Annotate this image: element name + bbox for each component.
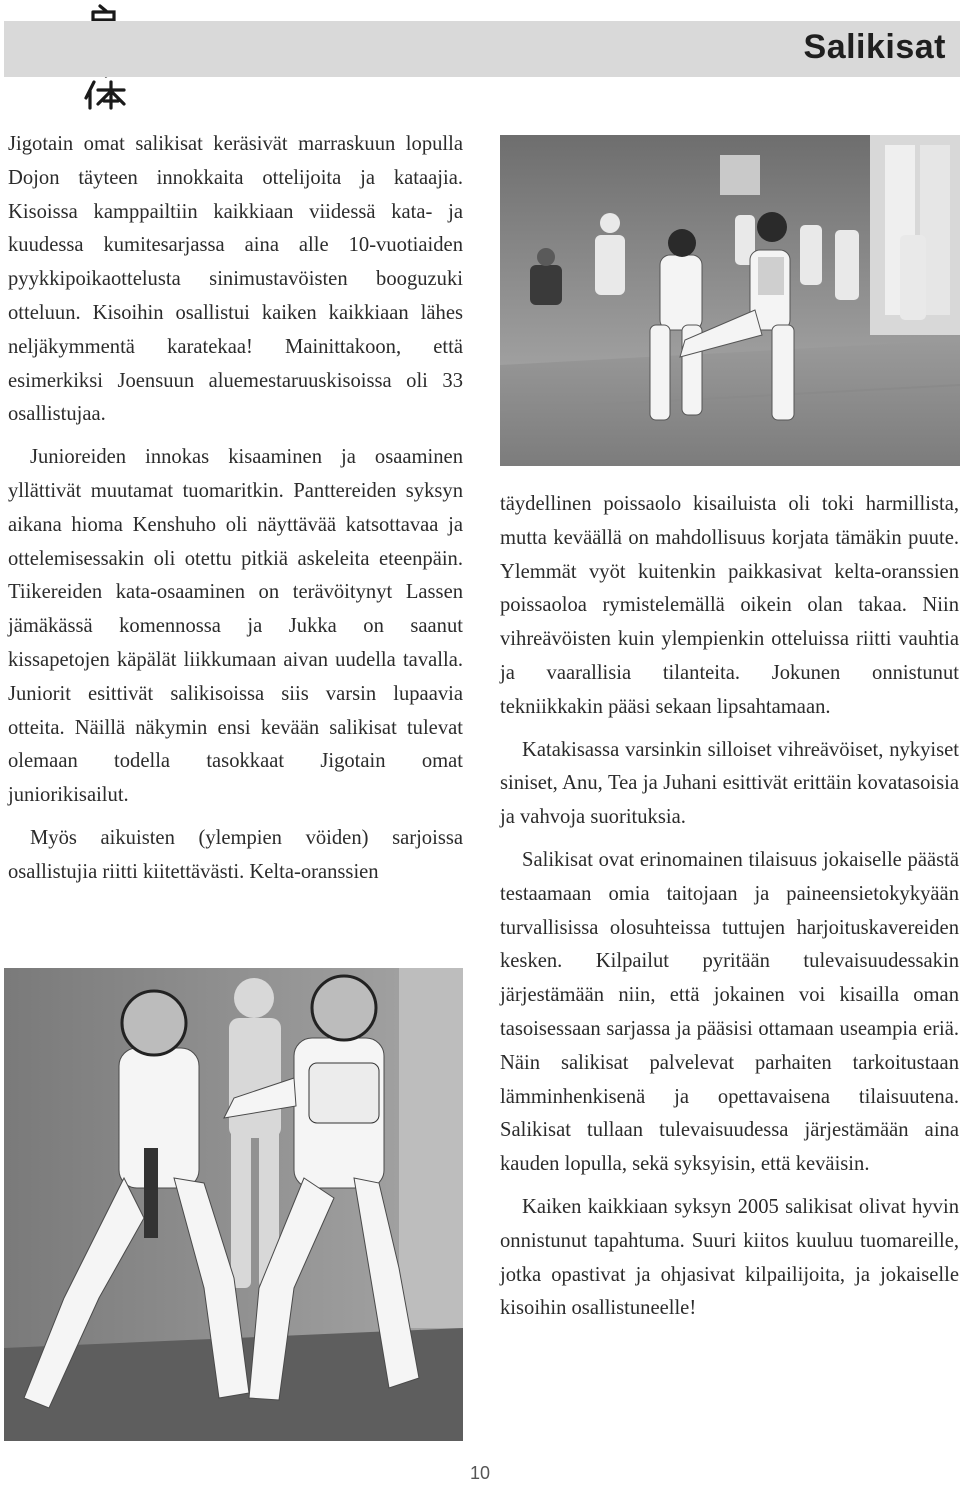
paragraph: Kaiken kaikkiaan syksyn 2005 salikisat olivat hyvin onnistunut tapahtuma. Suuri kiitos kuuluu tuomareille, jotka opastivat ja ohjasivat kilpailijoita, ja jokaiselle kisoihin osallistuneelle! [500, 1195, 959, 1320]
page-number: 10 [469, 1463, 491, 1483]
right-text-column [500, 488, 959, 1335]
left-text-column [8, 128, 463, 899]
paragraph: Salikisat ovat erinomainen tilaisuus jokaiselle päästä testaamaan omia taitojaan ja paineensietokykyään turvallisissa olosuhteissa tuttujen harjoituskavereiden kesken. Kilpailut pyritään tulevaisuudessakin järjestämään niin, että jokainen voi kisailla oman tasoisessaan sarjassa ja pääsisi ottamaan useampia eriä. Näin salikisat palvelevat parhaiten tarkoitustaan lämminhenkisenä ja opettavaisena tilaisuutena. Salikisat tullaan tulevaisuudessa järjestämään aina kauden lopulla, sekä syksyisin, että keväisin. [500, 848, 959, 1176]
paragraph: Junioreiden innokas kisaaminen ja osaaminen yllättivät muutamat tuomaritkin. Panttereiden syksyn aikana hioma Kenshuho oli näyttävää katsottavaa ja ottelemisessakin oli otettu pitkiä askeleita eteenpäin. Tiikereiden kata-osaaminen on terävöitynyt Lassen jämäkässä komennossa ja Jukka on saanut kissapetojen käpälät liikkumaan aivan uudella tavalla. Juniorit esittivät salikisoissa siis varsin lupaavia otteita. Näillä näkymin ensi kevään salikisat tulevat olemaan todella tasokkaat Jigotain omat juniorikisailut. [8, 446, 463, 807]
page-title: Salikisat [803, 28, 946, 66]
paragraph: Katakisassa varsinkin silloiset vihreävöiset, nykyiset siniset, Anu, Tea ja Juhani esittivät erittäin kovatasoisia ja vahvoja suorituksia. [500, 738, 959, 829]
karate-kick-photo [500, 135, 960, 466]
paragraph: täydellinen poissaolo kisailuista oli toki harmillista, mutta keväällä on mahdollisuus korjata tämäkin puute. Ylemmät vyöt kuitenkin paikkasivat kelta-oranssien poissaoloa rymistelemällä oikein olan takaa. Niin vihreävöisten kuin ylempienkin otteluissa riitti vauhtia ja vaarallisia tilanteita. Jokunen onnistunut tekniikkakin pääsi sekaan lipsahtamaan. [500, 493, 959, 718]
karate-sparring-photo [4, 968, 463, 1441]
paragraph: Jigotain omat salikisat keräsivät marraskuun lopulla Dojon täyteen innokkaita ottelijoita ja kataajia. Kisoissa kamppailtiin kaikkiaan viidessä kata- ja kuudessa kumitesarjassa aina alle 10-vuotiaiden pyykkipoikaottelusta sinimustavöisten booguzuki otteluun. Kisoihin osallistui kaiken kaikkiaan lähes neljäkymmentä karatekaa! Mainittakoon, että esimerkiksi Joensuun aluemestaruuskisoissa oli 33 osallistujaa. [8, 133, 463, 426]
paragraph: Myös aikuisten (ylempien vöiden) sarjoissa osallistujia riitti kiitettävästi. Kelta-oranssien [8, 826, 463, 883]
